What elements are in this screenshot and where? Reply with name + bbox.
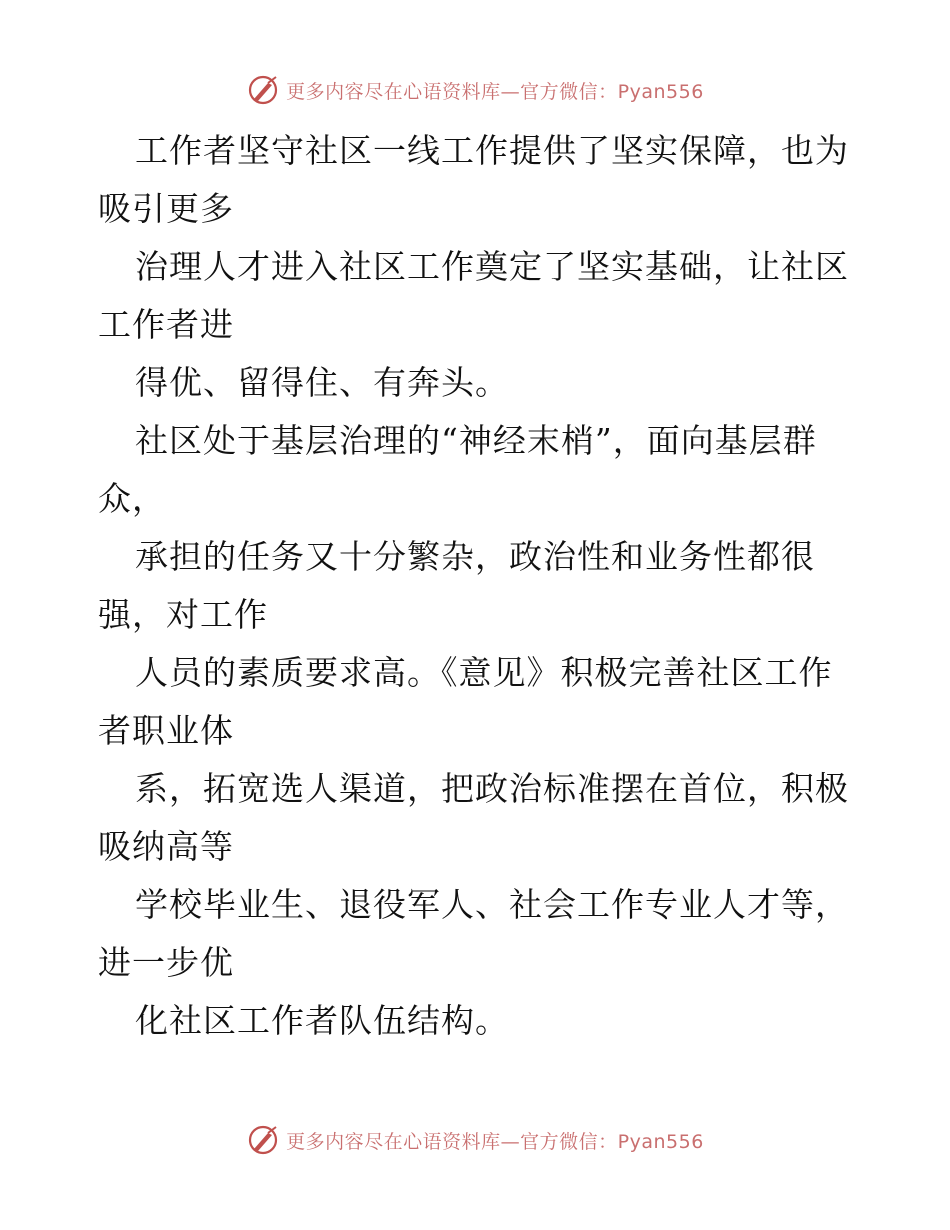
- text-line: 化社区工作者队伍结构。: [135, 1001, 509, 1040]
- banner-handle: Pyan556: [617, 80, 704, 103]
- banner-handle: Pyan556: [617, 1130, 704, 1153]
- text-line: 强，对工作: [98, 595, 268, 634]
- text-line: 人员的素质要求高。《意见》积极完善社区工作: [135, 653, 833, 692]
- text-line: 众，: [98, 479, 166, 518]
- text-line: 系，拓宽选人渠道，把政治标准摆在首位，积极: [135, 769, 849, 808]
- text-line: 承担的任务又十分繁杂，政治性和业务性都很: [135, 537, 815, 576]
- text-line: 学校毕业生、退役军人、社会工作专业人才等，: [135, 885, 849, 924]
- text-line: 工作者坚守社区一线工作提供了坚实保障，也为: [135, 131, 849, 170]
- header-banner: [0, 70, 950, 110]
- footer-banner: [0, 1120, 950, 1160]
- text-line: 进一步优: [98, 943, 234, 982]
- document-body: [98, 122, 858, 1050]
- text-line: 吸引更多: [98, 189, 234, 228]
- text-line: 者职业体: [98, 711, 234, 750]
- quill-logo-icon: [246, 73, 280, 107]
- text-line: 得优、留得住、有奔头。: [135, 363, 509, 402]
- text-line: 治理人才进入社区工作奠定了坚实基础，让社区: [135, 247, 849, 286]
- text-line: 吸纳高等: [98, 827, 234, 866]
- quill-logo-icon: [246, 1123, 280, 1157]
- banner-text: 更多内容尽在心语资料库—官方微信：Pyan556: [286, 80, 704, 103]
- text-line: 工作者进: [98, 305, 234, 344]
- text-line: 社区处于基层治理的“神经末梢”，面向基层群: [135, 421, 817, 460]
- banner-text: 更多内容尽在心语资料库—官方微信：Pyan556: [286, 1130, 704, 1153]
